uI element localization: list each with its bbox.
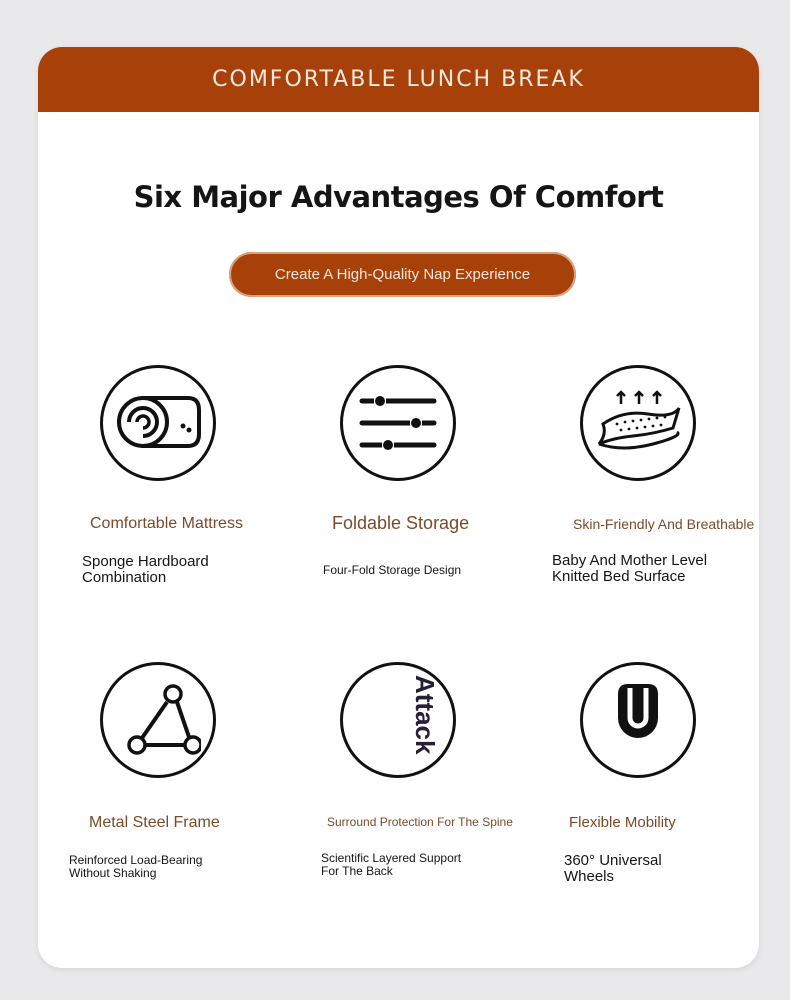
feature-title: Foldable Storage — [332, 513, 470, 533]
feature-title: Skin-Friendly And Breathable — [573, 516, 755, 532]
feature-description: Reinforced Load-Bearing Without Shaking — [69, 853, 203, 880]
subtitle-pill-label: Create A High-Quality Nap Experience — [274, 266, 531, 283]
subtitle-pill — [229, 252, 576, 297]
feature-description: Baby And Mother Level Knitted Bed Surface — [552, 552, 708, 585]
banner-title: COMFORTABLE LUNCH BREAK — [212, 67, 585, 92]
feature-title: Surround Protection For The Spine — [327, 815, 513, 829]
feature-description: Scientific Layered Support For The Back — [321, 851, 462, 878]
icon-text: Attack — [410, 675, 440, 755]
wheel-icon — [580, 662, 696, 778]
header-banner — [38, 47, 759, 112]
breathable-fabric-icon — [580, 365, 696, 481]
advantages-card — [38, 47, 759, 968]
feature-title: Flexible Mobility — [569, 814, 676, 831]
triangle-frame-icon — [100, 662, 216, 778]
feature-description: 360° Universal Wheels — [564, 852, 662, 885]
feature-description: Sponge Hardboard Combination — [82, 553, 209, 586]
sliders-icon — [340, 365, 456, 481]
feature-description: Four-Fold Storage Design — [323, 563, 462, 577]
rolled-mattress-icon — [100, 365, 216, 481]
page-title: Six Major Advantages Of Comfort — [133, 180, 664, 214]
feature-title: Metal Steel Frame — [89, 814, 220, 831]
attack-text-icon — [340, 662, 456, 778]
feature-title: Comfortable Mattress — [90, 515, 243, 532]
